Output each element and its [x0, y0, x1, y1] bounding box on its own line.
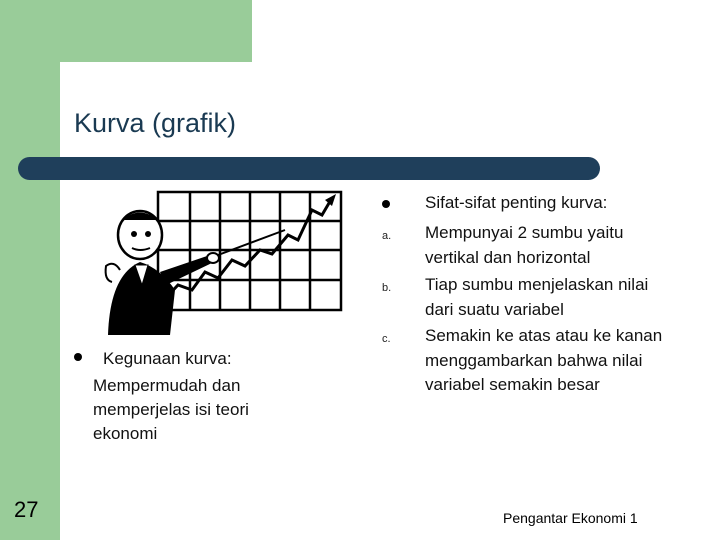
item-b-text: Tiap sumbu menjelaskan nilai dari suatu variabel [425, 275, 649, 319]
decor-corner [60, 62, 100, 102]
right-heading: Sifat-sifat penting kurva: [425, 193, 608, 212]
businessman [106, 211, 285, 335]
title-rule [18, 157, 600, 180]
item-marker: c. [382, 333, 391, 345]
item-marker: a. [382, 230, 392, 242]
slide-title: Kurva (grafik) [74, 108, 237, 138]
bullet-dot [382, 200, 390, 208]
bullet-dot [74, 353, 82, 361]
left-heading: Kegunaan kurva: [103, 349, 232, 368]
left-body: Mempermudah dan memperjelas isi teori ekonomi [93, 376, 249, 443]
item-a-text: Mempunyai 2 sumbu yaitu vertikal dan horizontal [425, 223, 624, 267]
item-c-text: Semakin ke atas atau ke kanan menggambarkan bahwa nilai variabel semakin besar [425, 326, 663, 394]
footer-text: Pengantar Ekonomi 1 [503, 510, 638, 526]
decor-green-left [0, 0, 60, 540]
item-marker: b. [382, 282, 392, 294]
businessman-chart-illustration [100, 190, 345, 335]
slide-number: 27 [14, 497, 39, 522]
